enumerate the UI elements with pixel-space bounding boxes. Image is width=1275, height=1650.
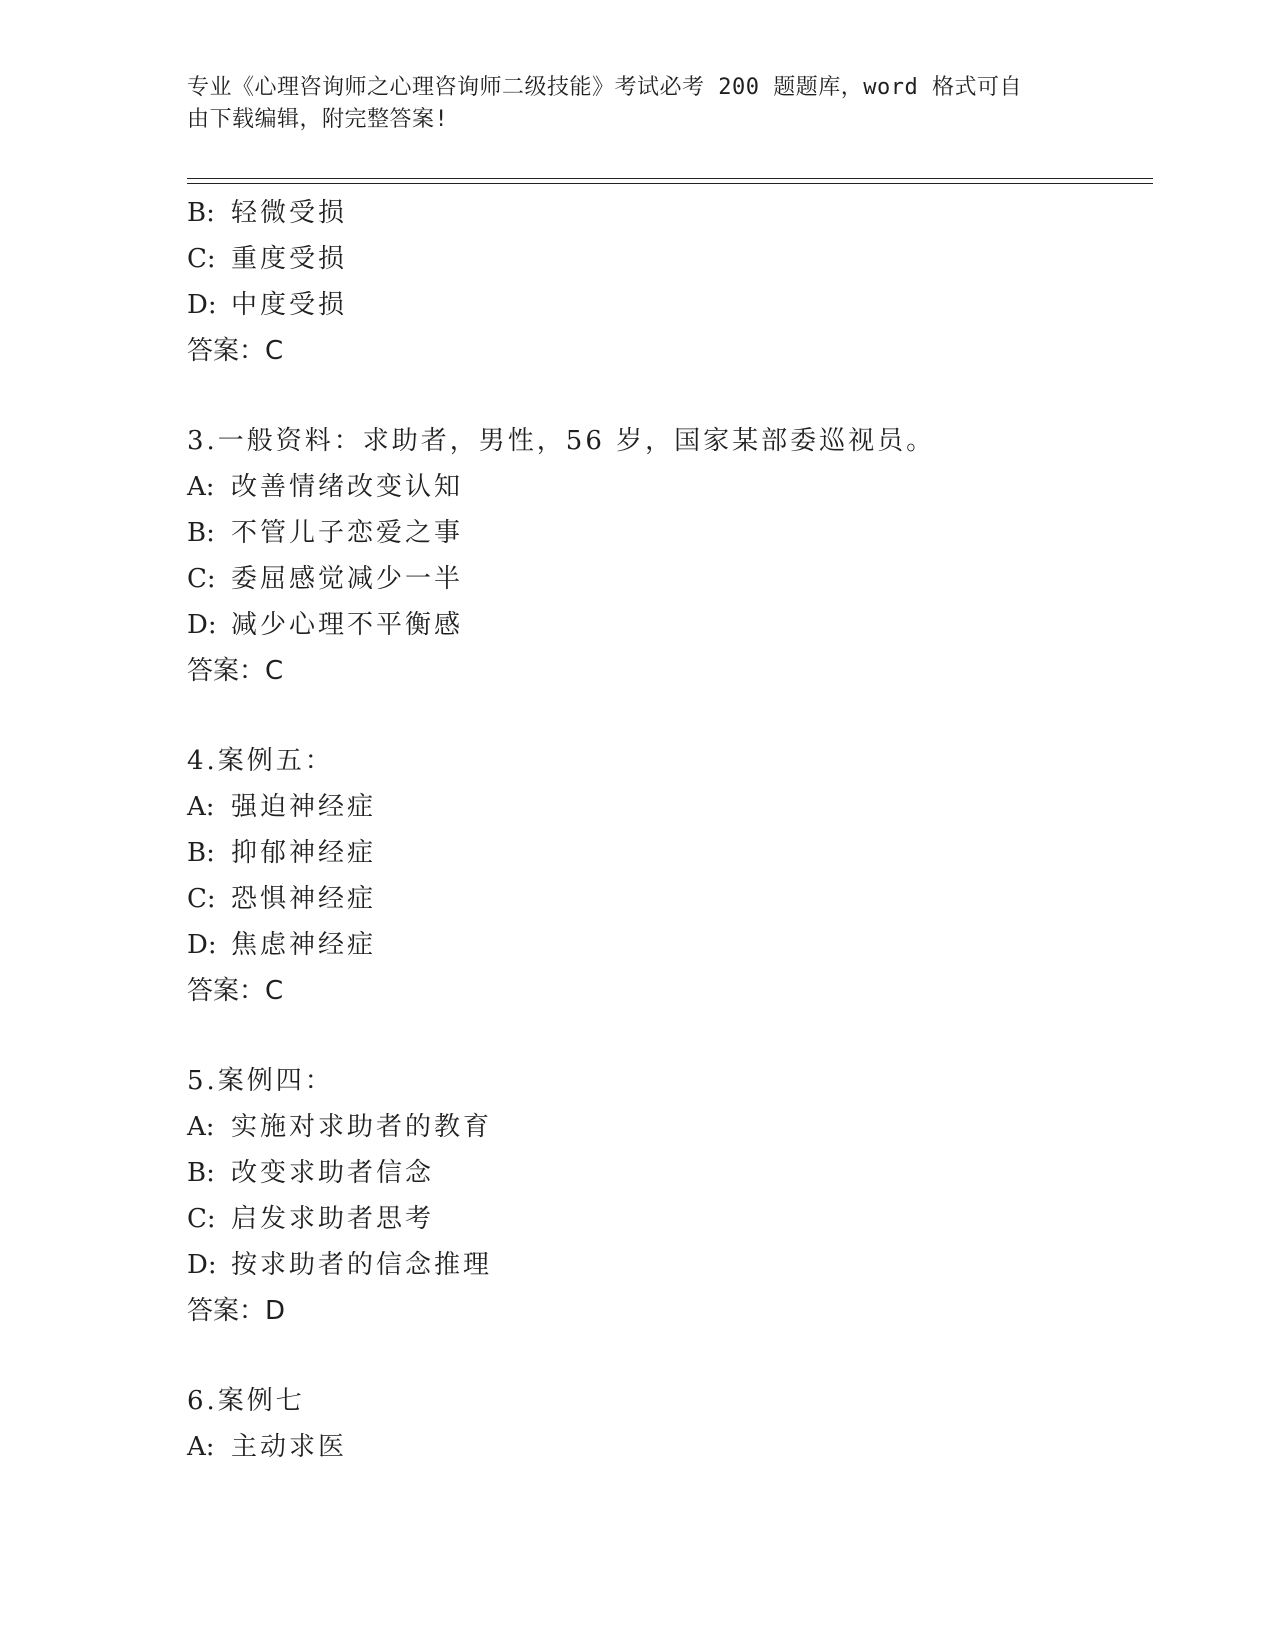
- header-line-2: 由下载编辑，附完整答案!: [187, 107, 449, 132]
- option-text: 中度受损: [231, 290, 348, 320]
- answer-line: 答案：D: [187, 1296, 286, 1326]
- option-letter: D:: [187, 1250, 217, 1280]
- option-row: [187, 1150, 1147, 1196]
- option-letter: B:: [187, 1158, 215, 1188]
- question-block-3: [187, 418, 1147, 694]
- option-letter: D:: [187, 930, 217, 960]
- spacer: [187, 1014, 1147, 1058]
- option-text: 按求助者的信念推理: [231, 1250, 493, 1280]
- option-letter: B:: [187, 518, 215, 548]
- option-row: [187, 510, 1147, 556]
- spacer: [187, 694, 1147, 738]
- option-row: [187, 1242, 1147, 1288]
- question-block-2: [187, 190, 1147, 374]
- option-row: [187, 190, 1147, 236]
- option-letter: B:: [187, 838, 215, 868]
- option-text: 轻微受损: [231, 198, 348, 228]
- header-rule-bottom: [187, 183, 1153, 184]
- option-letter: C:: [187, 564, 216, 594]
- option-text: 改变求助者信念: [231, 1158, 435, 1188]
- question-list: [187, 190, 1147, 1470]
- option-row: [187, 784, 1147, 830]
- option-letter: A:: [187, 1432, 215, 1462]
- option-text: 主动求医: [231, 1432, 348, 1462]
- answer-line: 答案：C: [187, 336, 284, 366]
- option-letter: A:: [187, 792, 215, 822]
- option-letter: C:: [187, 884, 216, 914]
- option-text: 恐惧神经症: [231, 884, 377, 914]
- option-letter: D:: [187, 610, 217, 640]
- question-block-5: [187, 1058, 1147, 1334]
- option-text: 重度受损: [231, 244, 348, 274]
- option-row: [187, 876, 1147, 922]
- option-letter: A:: [187, 1112, 215, 1142]
- spacer: [187, 374, 1147, 418]
- option-text: 不管儿子恋爱之事: [231, 518, 464, 548]
- question-block-6: [187, 1378, 1147, 1470]
- question-title: 6.案例七: [187, 1386, 305, 1416]
- option-text: 抑郁神经症: [231, 838, 377, 868]
- option-letter: C:: [187, 1204, 216, 1234]
- option-letter: C:: [187, 244, 216, 274]
- option-row: [187, 282, 1147, 328]
- option-letter: A:: [187, 472, 215, 502]
- option-text: 强迫神经症: [231, 792, 377, 822]
- option-text: 改善情绪改变认知: [231, 472, 464, 502]
- option-text: 委屈感觉减少一半: [231, 564, 464, 594]
- option-text: 减少心理不平衡感: [231, 610, 464, 640]
- option-row: [187, 602, 1147, 648]
- option-row: [187, 922, 1147, 968]
- option-letter: D:: [187, 290, 217, 320]
- option-row: [187, 1424, 1147, 1470]
- header-line-1: 专业《心理咨询师之心理咨询师二级技能》考试必考 200 题题库，word 格式可自: [187, 75, 1022, 100]
- option-text: 启发求助者思考: [231, 1204, 435, 1234]
- question-title: 3.一般资料：求助者，男性，56 岁，国家某部委巡视员。: [187, 426, 936, 456]
- spacer: [187, 1334, 1147, 1378]
- option-row: [187, 1104, 1147, 1150]
- question-title: 4.案例五：: [187, 746, 334, 776]
- document-header: [187, 72, 1067, 136]
- option-row: [187, 464, 1147, 510]
- header-rule-top: [187, 178, 1153, 179]
- option-letter: B:: [187, 198, 215, 228]
- option-row: [187, 236, 1147, 282]
- question-title: 5.案例四：: [187, 1066, 334, 1096]
- option-row: [187, 556, 1147, 602]
- option-row: [187, 1196, 1147, 1242]
- option-text: 焦虑神经症: [231, 930, 377, 960]
- question-block-4: [187, 738, 1147, 1014]
- option-row: [187, 830, 1147, 876]
- answer-line: 答案：C: [187, 976, 284, 1006]
- option-text: 实施对求助者的教育: [231, 1112, 493, 1142]
- answer-line: 答案：C: [187, 656, 284, 686]
